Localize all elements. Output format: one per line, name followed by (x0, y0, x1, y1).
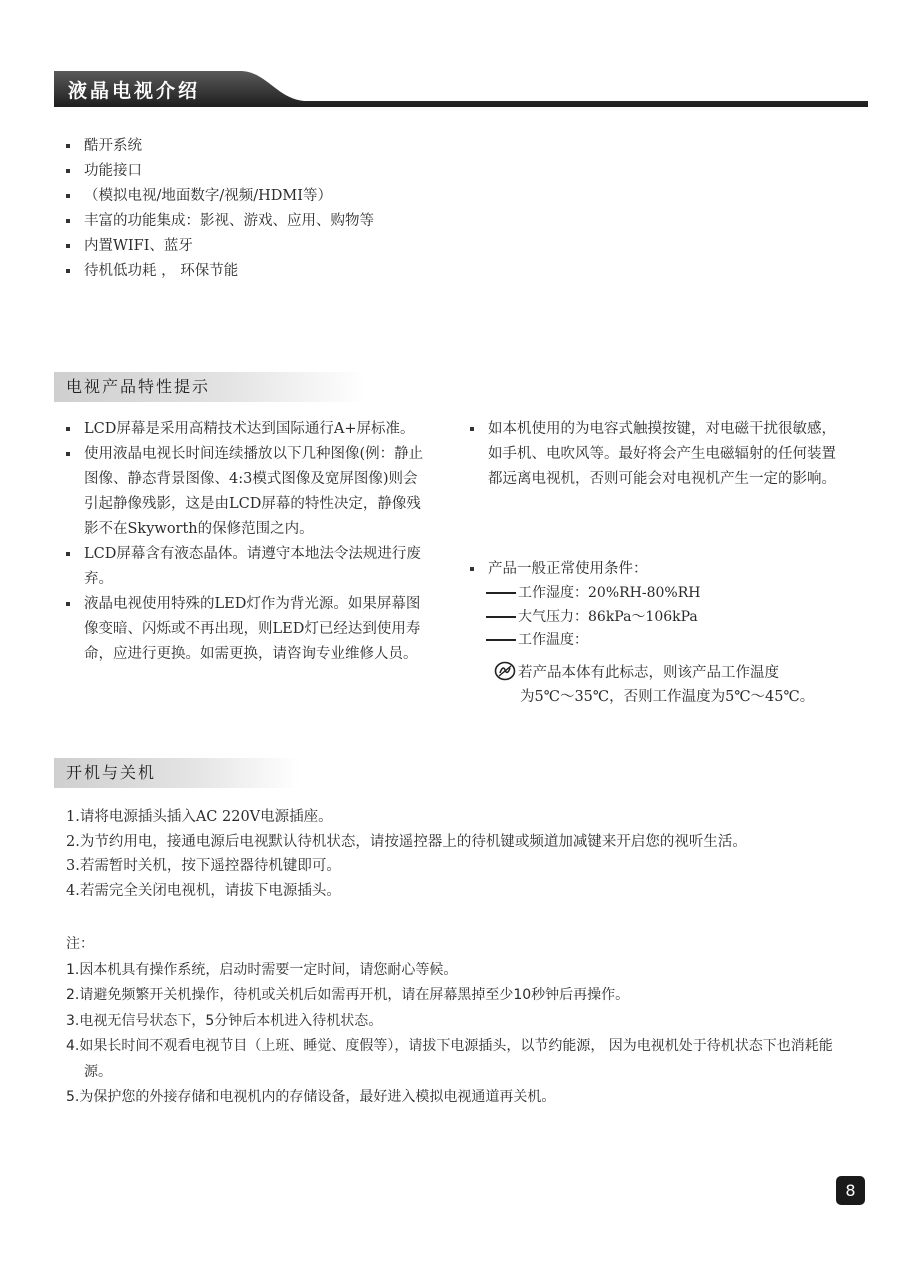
power-notes (66, 932, 846, 1111)
list-item: 3.若需暂时关机，按下遥控器待机键即可。 (66, 858, 341, 874)
list-item: 4.如果长时间不观看电视节目（上班、睡觉、度假等），请拔下电源插头，以节约能源， 因为电视机处于待机状态下也消耗能源。 (66, 1038, 833, 1080)
list-item: 1.因本机具有操作系统，启动时需要一定时间，请您耐心等候。 (66, 961, 458, 978)
list-item: LCD屏幕含有液态晶体。请遵守本地法令法规进行废弃。 (66, 542, 428, 592)
list-item: 酷开系统 (66, 134, 586, 159)
section-heading-features: 电视产品特性提示 (54, 372, 366, 402)
note-line-1: 若产品本体有此标志，则该产品工作温度 (518, 664, 779, 681)
list-item: 功能接口 (66, 159, 586, 184)
list-item: 2.为节约用电，接通电源后电视默认待机状态，请按遥控器上的待机键或频道加减键来开启您的视听生活。 (66, 833, 747, 850)
list-item: LCD屏幕是采用高精技术达到国际通行A+屏标准。 (66, 417, 428, 442)
features-right-list (470, 417, 850, 492)
condition-temperature (470, 629, 870, 653)
list-item: 使用液晶电视长时间连续播放以下几种图像(例：静止图像、静态背景图像、4:3模式图像及宽屏图像)则会引起静像残影，这是由LCD屏幕的特性决定，静像残影不在Skyworth的保修范围之内。 (66, 442, 428, 542)
temperature-mark-icon (494, 661, 516, 681)
power-steps (66, 805, 846, 903)
condition-humidity (470, 582, 870, 606)
list-item: 待机低功耗 ， 环保节能 (66, 259, 586, 284)
page-title: 液晶电视介绍 (68, 80, 201, 102)
condition-pressure (470, 606, 870, 630)
usage-conditions (470, 557, 870, 709)
dash-mark (486, 592, 516, 594)
list-item: 2.请避免频繁开关机操作，待机或关机后如需再开机，请在屏幕黑掉至少10秒钟后再操作。 (66, 987, 630, 1003)
list-item: 丰富的功能集成：影视、游戏、应用、购物等 (66, 209, 586, 234)
list-item: 1.请将电源插头插入AC 220V电源插座。 (66, 809, 333, 825)
list-item: 5.为保护您的外接存储和电视机内的存储设备，最好进入模拟电视通道再关机。 (66, 1089, 556, 1105)
list-item: 3.电视无信号状态下，5分钟后本机进入待机状态。 (66, 1012, 383, 1029)
humidity-text: 工作湿度：20%RH-80%RH (518, 585, 701, 601)
list-item: 液晶电视使用特殊的LED灯作为背光源。如果屏幕图像变暗、闪烁或不再出现，则LED灯已经达到使用寿命，应进行更换。如需更换，请咨询专业维修人员。 (66, 592, 428, 667)
temperature-text: 工作温度： (518, 632, 588, 648)
dash-mark (486, 639, 516, 641)
pressure-text: 大气压力：86kPa～106kPa (518, 608, 698, 625)
section-header-banner (54, 68, 868, 110)
dash-mark (486, 616, 516, 618)
temperature-note (470, 661, 870, 709)
note-line-2: 为5℃～35℃，否则工作温度为5℃～45℃。 (520, 688, 815, 705)
list-item: 如本机使用的为电容式触摸按键，对电磁干扰很敏感，如手机、电吹风等。最好将会产生电磁辐射的任何装置都远离电视机，否则可能会对电视机产生一定的影响。 (470, 417, 850, 492)
list-item: 4.若需完全关闭电视机，请拔下电源插头。 (66, 882, 341, 899)
list-item-subtext: （模拟电视/地面数字/视频/HDMI等） (66, 184, 586, 209)
features-left-list (66, 417, 428, 667)
note-label: 注： (66, 936, 94, 952)
section-heading-power: 开机与关机 (54, 758, 300, 788)
list-item: 内置WIFI、蓝牙 (66, 234, 586, 259)
conditions-title: 产品一般正常使用条件： (470, 557, 870, 582)
intro-feature-list (66, 134, 586, 284)
page-number: 8 (836, 1176, 865, 1205)
